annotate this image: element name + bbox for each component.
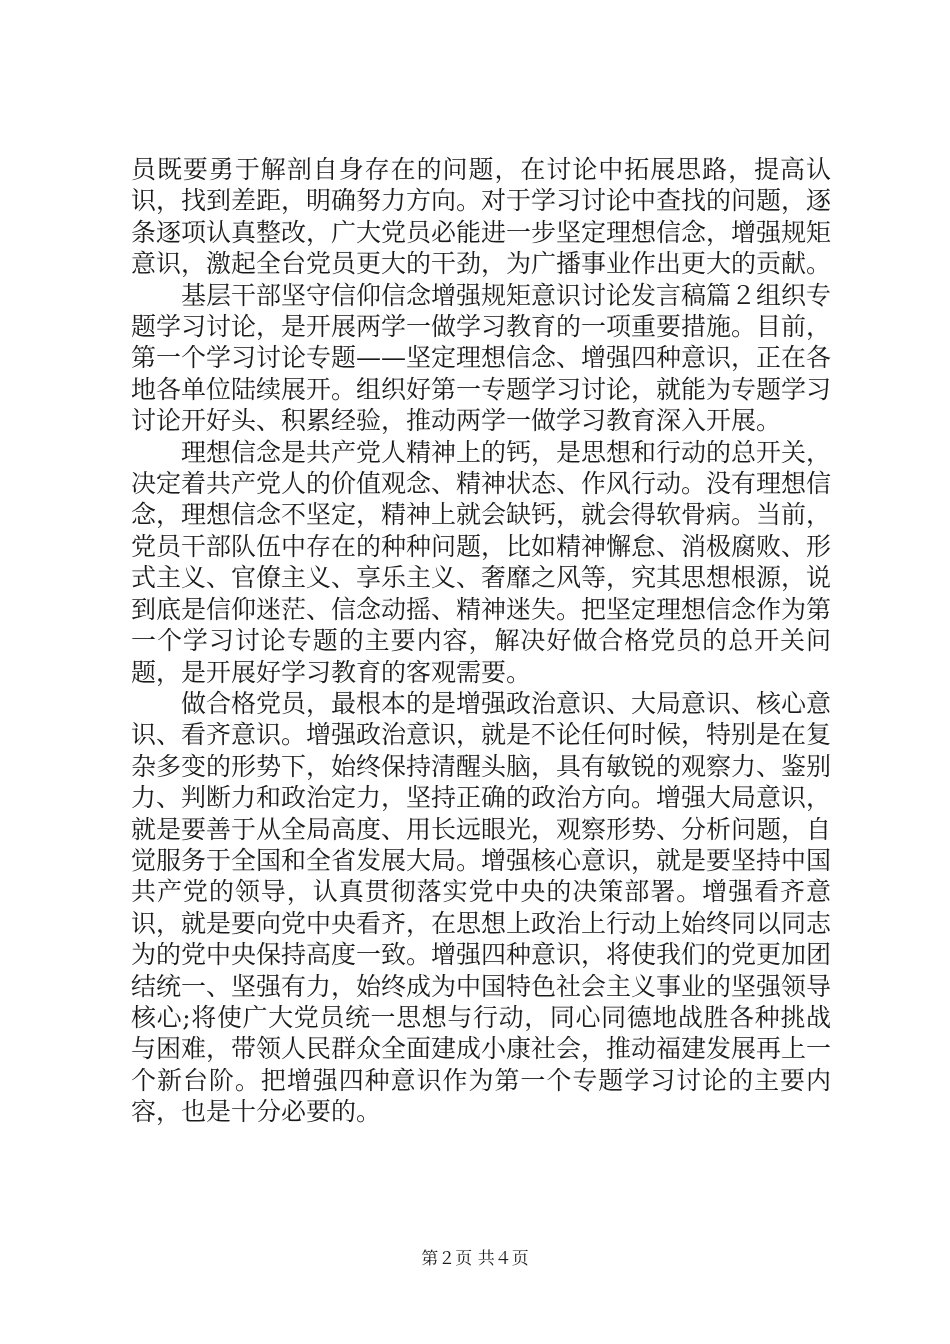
paragraph-four-consciousness: 做合格党员，最根本的是增强政治意识、大局意识、核心意识、看齐意识。增强政治意识，就是不论任何时候，特别是在复杂多变的形势下，始终保持清醒头脑，具有敏锐的观察力、鉴别力、判断力和政治定力，坚持正确的政治方向。增强大局意识，就是要善于从全局高度、用长远眼光，观察形势、分析问题，自觉服务于全国和全省发展大局。增强核心意识，就是要坚持中国共产党的领导，认真贯彻落实党中央的决策部署。增强看齐意识，就是要向党中央看齐，在思想上政治上行动上始终同以同志为的党中央保持高度一致。增强四种意识，将使我们的党更加团结统一、坚强有力，始终成为中国特色社会主义事业的坚强领导核心;将使广大党员统一思想与行动，同心同德地战胜各种挑战与困难，带领人民群众全面建成小康社会，推动福建发展再上一个新台阶。把增强四种意识作为第一个专题学习讨论的主要内容，也是十分必要的。 (131, 688, 832, 1127)
paragraph-continuation: 员既要勇于解剖自身存在的问题，在讨论中拓展思路，提高认识，找到差距，明确努力方向。对于学习讨论中查找的问题，逐条逐项认真整改，广大党员必能进一步坚定理想信念，增强规矩意识，激起全台党员更大的干劲，为广播事业作出更大的贡献。 (131, 155, 832, 279)
paragraph-article-2-intro: 基层干部坚守信仰信念增强规矩意识讨论发言稿篇２组织专题学习讨论，是开展两学一做学习教育的一项重要措施。目前，第一个学习讨论专题——坚定理想信念、增强四种意识，正在各地各单位陆续展开。组织好第一专题学习讨论，就能为专题学习讨论开好头、积累经验，推动两学一做学习教育深入开展。 (131, 280, 832, 436)
document-body (131, 154, 831, 1128)
page-number-footer: 第２页 共４页 (421, 1249, 529, 1269)
paragraph-ideals-beliefs: 理想信念是共产党人精神上的钙，是思想和行动的总开关，决定着共产党人的价值观念、精神状态、作风行动。没有理想信念，理想信念不坚定，精神上就会缺钙，就会得软骨病。当前，党员干部队伍中存在的种种问题，比如精神懈怠、消极腐败、形式主义、官僚主义、享乐主义、奢靡之风等，究其思想根源，说到底是信仰迷茫、信念动摇、精神迷失。把坚定理想信念作为第一个学习讨论专题的主要内容，解决好做合格党员的总开关问题，是开展好学习教育的客观需要。 (131, 437, 832, 687)
